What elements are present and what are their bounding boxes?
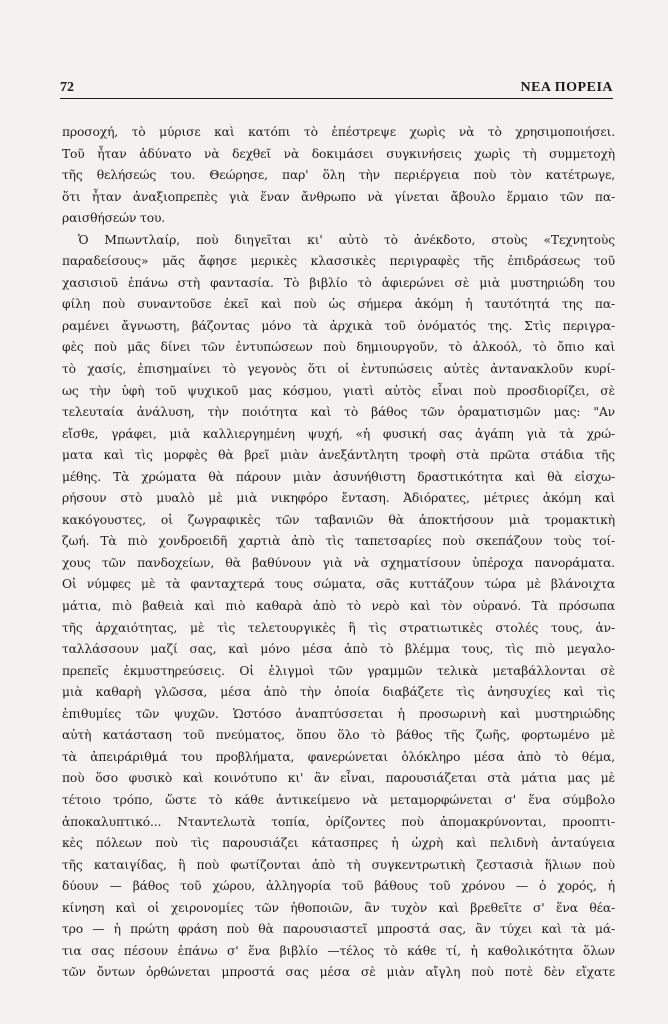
text-line: ραμένει ἄγνωστη, βάζοντας μόνο τὰ ἀρχικὰ τοῦ ὀνόματός της. Στὶς περιγρα- [62, 318, 615, 333]
text-line: ἀποκαλυπτικό... Νταντελωτὰ τοπία, ὁρίζοντες ποὺ ἀπομακρύνονται, προοπτι- [62, 814, 615, 829]
text-line: ραισθήσεών του. [62, 211, 166, 226]
text-line: Ὁ Μπωντλαίρ, ποὺ διηγεῖται κι' αὐτὸ τὸ ἀνέκδοτο, στοὺς «Τεχνητοὺς [78, 232, 615, 247]
text-line: ως τὴν ὑφὴ τοῦ ψυχικοῦ μας κόσμου, γιατὶ αὐτὸς εἶναι ποὺ προσδιορίζει, σὲ [62, 383, 615, 398]
text-line: τῆς ἀρχαιότητας, μὲ τὶς τελετουργικὲς ἢ τὶς στρατιωτικὲς στολές τους, ἀν- [62, 620, 615, 635]
text-line: τέτοιο τρόπο, ὥστε τὸ κάθε ἀντικείμενο νὰ μεταμορφώνεται σ' ἕνα σύμβολο [62, 792, 615, 807]
text-line: ζωή. Τὰ πιὸ χονδροειδῆ χαρτιὰ ἀπὸ τὶς ταπετσαρίες ποὺ σκεπάζουν τοὺς τοί- [62, 534, 615, 549]
text-line: μάτια, πιὸ βαθειὰ καὶ πιὸ καθαρὰ ἀπὸ τὸ νερὸ καὶ τὸν οὐρανό. Τὰ πρόσωπα [62, 599, 615, 614]
text-line: κὲς πόλεων ποὺ τὶς παρουσιάζει κάτασπρες ἡ ὠχρὴ καὶ πελιδνὴ ἀνταύγεια [62, 836, 615, 851]
text-line: φίλη ποὺ συναντοῦσε ἐκεῖ καὶ ποὺ ὡς σήμερα ἀκόμη ἡ ταυτότητά της πα- [62, 297, 615, 312]
text-line: τῆς θελήσεώς του. Θεώρησε, παρ' ὅλη τὴν περιέργεια ποὺ τὸν κατέτρωγε, [62, 168, 615, 183]
text-line: τελευταία ἀνάλυση, τὴν ποιότητα καὶ τὸ βάθος τῶν ὁραματισμῶν μας: "Αν [62, 405, 615, 420]
text-line: χους τῶν πανδοχείων, θὰ βαθύνουν γιὰ νὰ σχηματίσουν ὑπέροχα πανοράματα. [62, 555, 615, 570]
text-line: προσοχή, τὸ μύρισε καὶ κατόπι τὸ ἐπέστρεψε χωρὶς νὰ τὸ χρησιμοποιήσει. [62, 125, 615, 139]
text-line: ποὺ ὅσο φυσικὸ καὶ κοινότυπο κι' ἂν εἶναι, παρουσιάζεται στὰ μάτια μας μὲ [62, 771, 615, 786]
text-line: κίνηση καὶ οἱ χειρονομίες τῶν ἠθοποιῶν, ἂν τυχὸν καὶ βρεθεῖτε σ' ἕνα θέα- [62, 900, 615, 915]
text-line: ματα καὶ τὶς μορφὲς θὰ βρεῖ μιὰν ἀνεξάντλητη τροφὴ στὰ πρῶτα στάδια τῆς [62, 448, 615, 463]
text-line: τια σας πέσουν ἐπάνω σ' ἕνα βιβλίο —τέλος τὸ κάθε τί, ἡ καθολικότητα ὅλων [62, 943, 615, 958]
text-line: κακόγουστες, οἱ ζωγραφικὲς τῶν ταβανιῶν θὰ ἀποκτήσουν μιὰ τρομακτικὴ [62, 512, 615, 527]
text-line: πρεπεῖς ἐκμυστηρεύσεις. Οἱ ἑλιγμοὶ τῶν γραμμῶν τελικὰ μεταβάλλονται σὲ [62, 663, 615, 678]
text-line: μιὰ καθαρὴ γλῶσσα, μέσα ἀπὸ τὴν ὁποία διαβάζετε τὶς ἀνησυχίες καὶ τὶς [62, 685, 615, 700]
text-line: Οἱ νύμφες μὲ τὰ φανταχτερά τους σώματα, σᾶς κυττάζουν τώρα μὲ βλάνοιχτα [62, 577, 615, 592]
text-line: δύουν — βάθος τοῦ χώρου, ἀλληγορία τοῦ βάθους τοῦ χρόνου — ὁ χορός, ἡ [62, 879, 615, 894]
text-line: εἴσθε, γράφει, μιὰ καλλιεργημένη ψυχή, «ἡ φυσική σας ἀγάπη γιὰ τὰ χρώ- [62, 426, 615, 441]
text-line: ἐπιθυμίες τῶν ψυχῶν. Ὡστόσο ἀναπτύσσεται ἡ προσωρινὴ καὶ μυστηριώδης [62, 706, 615, 721]
text-line: τὸ χασίς, ἐπισημαίνει τὸ γεγονὸς ὅτι οἱ ἐντυπώσεις αὐτὲς ἀντανακλοῦν κυρί- [62, 362, 615, 377]
page-number: 72 [60, 80, 74, 95]
text-line: μέθης. Τὰ χρώματα θὰ πάρουν μιὰν ἀσυνήθιστη δραστικότητα καὶ θὰ εἰσχω- [62, 469, 615, 484]
text-line: ὅτι ἦταν ἀναξιοπρεπὲς γιὰ ἕναν ἄνθρωπο νὰ γίνεται ἄβουλο ἕρμαιο τῶν πα- [62, 189, 615, 204]
text-line: τῶν ὄντων ὀρθώνεται μπροστά σας μέσα σὲ μιὰν αἴγλη ποὺ ποτὲ δὲν εἴχατε [62, 965, 615, 980]
text-line: τρο — ἡ πρώτη φράση ποὺ θὰ παρουσιαστεῖ μπροστά σας, ἂν τύχει καὶ τὰ μά- [62, 922, 615, 937]
journal-title: ΝΕΑ ΠΟΡΕΙΑ [520, 80, 613, 95]
header-rule [60, 98, 613, 99]
text-line: χασισιοῦ ἐπάνω στὴ φαντασία. Τὸ βιβλίο τὸ ἀφιερώνει σὲ μιὰ μυστηριώδη του [62, 275, 615, 290]
running-header [60, 80, 613, 100]
text-line: Τοῦ ἦταν ἀδύνατο νὰ δεχθεῖ νὰ δοκιμάσει συγκινήσεις χωρὶς τὴ συμμετοχὴ [62, 146, 615, 161]
text-line: τῆς καταιγίδας, ἢ ποὺ φωτίζονται ἀπὸ τὴ συγκεντρωτικὴ ζεστασιὰ ἥλιων ποὺ [62, 857, 615, 872]
text-line: φὲς ποὺ μᾶς δίνει τῶν ἐντυπώσεων ποὺ δημιουργοῦν, τὸ ἀλκοόλ, τὸ ὄπιο καὶ [62, 340, 615, 355]
text-line: ρήσουν στὸ μυαλὸ μὲ μιὰ νικηφόρο ἔνταση. Ἀδιόρατες, μέτριες ἀκόμη καὶ [62, 491, 615, 506]
text-line: αὐτὴ κατάσταση τοῦ πνεύματος, ὅπου ὅλο τὸ βάθος τῆς ζωῆς, φορτωμένο μὲ [62, 728, 615, 743]
text-line: παραδείσους» μᾶς ἄφησε μερικὲς κλασσικὲς περιγραφὲς τῆς ἐπιδράσεως τοῦ [62, 254, 615, 269]
article-body [62, 122, 615, 984]
text-line: ταλλάσσουν μαζί σας, καὶ μόνο μέσα ἀπὸ τὸ βλέμμα τους, τὶς πιὸ μεγαλο- [62, 642, 615, 657]
text-line: τὰ ἀπειράριθμά του προβλήματα, φανερώνεται ὁλόκληρο μέσα ἀπὸ τὸ θέμα, [62, 749, 615, 764]
